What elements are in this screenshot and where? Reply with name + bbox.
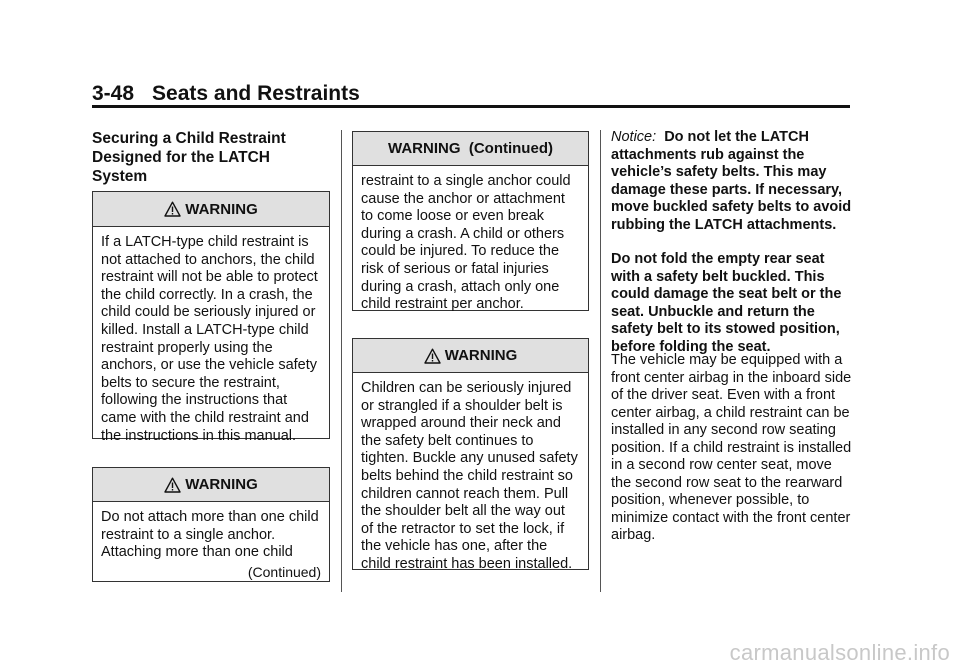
notice-paragraph [611, 129, 855, 234]
page-header [92, 82, 360, 106]
warning-header-1 [93, 192, 329, 227]
warning-text-continued: restraint to a single anchor could cause the anchor or attachment to come loose or even break during a crash. A child or others could be injured. To reduce the risk of serious or fatal injuries during a crash, attach only one child restraint per anchor. [361, 173, 571, 313]
warning-header-continued [353, 132, 588, 166]
airbag-paragraph: The vehicle may be equipped with a front center airbag in the inboard side of the driver seat. Even with a front center airbag, a child restraint can be installed in any second row seating position. If a child restraint is installed in a second row center seat, move the second row seat to the rearward position, whenever possible, to minimize contact with the front center airbag. [611, 352, 852, 543]
warning-text-1: If a LATCH-type child restraint is not attached to anchors, the child restraint will not be able to protect the child correctly. In a crash, the child could be seriously injured or killed. Install a LATCH-type child restraint properly using the anchors, or use the vehicle safety belts to secure the restraint, following the instructions that came with the child restraint and the instructions in this manual. [101, 234, 318, 444]
header-rule [92, 105, 850, 108]
column-divider-2 [600, 130, 601, 592]
warning-text-2: Do not attach more than one child restraint to a single anchor. Attaching more than one child [101, 509, 319, 561]
warning-title-2: WARNING [185, 476, 258, 493]
warning-triangle-icon [424, 348, 441, 364]
section-title: Securing a Child Restraint Designed for the LATCH System [92, 130, 286, 185]
seat-fold-paragraph: Do not fold the empty rear seat with a safety belt buckled. This could damage the seat belt or the seat. Unbuckle and return the safety belt to its stowed position, before folding the seat. [611, 251, 842, 355]
warning-text-3: Children can be seriously injured or strangled if a shoulder belt is wrapped around their neck and the safety belt continues to tighten. Buckle any unused safety belts behind the child restraint so children cannot reach them. Pull the shoulder belt all the way out of the retractor to set the lock, if the vehicle has one, after the child restraint has been installed. [361, 380, 578, 572]
warning-title-1: WARNING [185, 200, 258, 218]
warning-title-3: WARNING [444, 347, 518, 364]
column-divider-1 [341, 130, 342, 592]
notice-label: Notice: [611, 129, 657, 145]
section-name: Seats and Restraints [152, 82, 360, 105]
warning-box-2 [92, 467, 330, 582]
notice-text: Do not let the LATCH attachments rub against the vehicle’s safety belts. This may damage these parts. If necessary, move buckled safety belts to avoid rubbing the LATCH attachments. [611, 129, 852, 233]
warning-box-continued [352, 131, 589, 311]
warning-box-3 [352, 338, 589, 570]
warning-box-1 [92, 191, 330, 444]
warning-header-2 [93, 468, 329, 502]
page-number: 3-48 [92, 82, 135, 105]
watermark: carmanualsonline.info [729, 640, 950, 665]
warning-triangle-icon [164, 201, 181, 217]
continued-label: (Continued) [247, 563, 321, 580]
warning-title-continued: WARNING (Continued) [388, 140, 553, 157]
warning-triangle-icon [164, 477, 181, 493]
warning-header-3 [353, 339, 588, 373]
